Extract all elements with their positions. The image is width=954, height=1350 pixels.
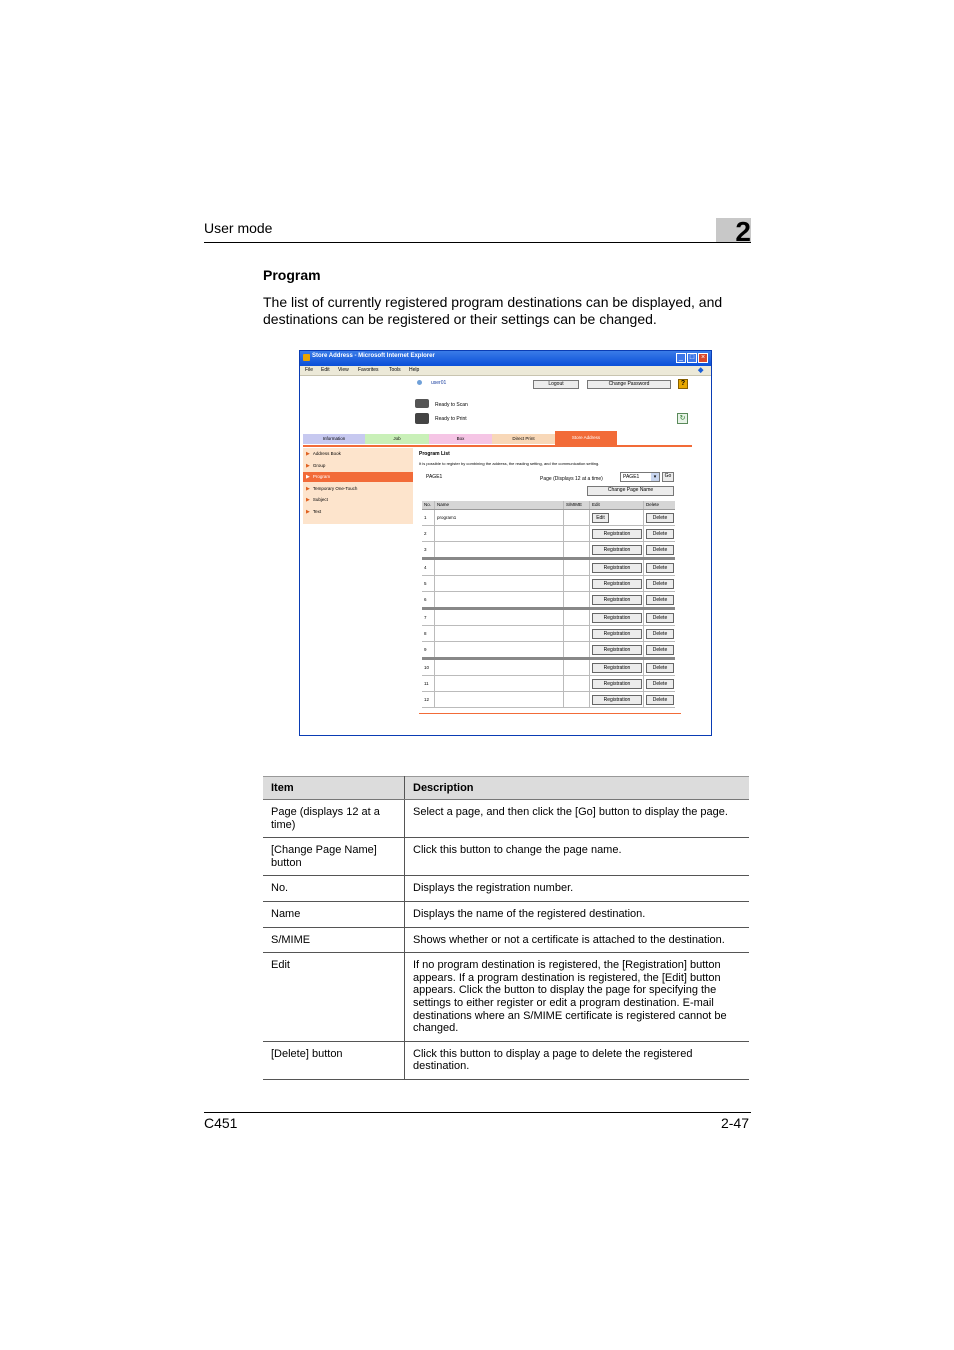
- col-smime: S/MIME: [564, 501, 590, 509]
- item-cell: [Delete] button: [263, 1041, 405, 1079]
- go-button[interactable]: Go: [662, 472, 674, 482]
- row-number: 10: [422, 660, 435, 675]
- footer-page-number: 2-47: [720, 1115, 749, 1131]
- row-name: [435, 692, 564, 707]
- row-name: [435, 592, 564, 607]
- table-row: [422, 560, 675, 576]
- row-smime: [564, 526, 590, 541]
- table-row: [263, 953, 749, 1042]
- tab-job[interactable]: Job: [365, 434, 429, 444]
- status-scan: Ready to Scan: [435, 402, 468, 408]
- maximize-icon[interactable]: □: [687, 353, 697, 363]
- table-row: [422, 542, 675, 560]
- row-number: 5: [422, 576, 435, 591]
- delete-button[interactable]: Delete: [646, 695, 674, 705]
- change-password-button[interactable]: Change Password: [587, 380, 671, 389]
- row-smime: [564, 610, 590, 625]
- registration-button[interactable]: Registration: [592, 645, 642, 655]
- delete-button[interactable]: Delete: [646, 595, 674, 605]
- row-number: 3: [422, 542, 435, 557]
- row-smime: [564, 676, 590, 691]
- delete-button[interactable]: Delete: [646, 663, 674, 673]
- footer-rule: [204, 1112, 751, 1113]
- row-smime: [564, 642, 590, 657]
- item-cell: Name: [263, 901, 405, 927]
- item-cell: S/MIME: [263, 927, 405, 953]
- user-icon: [417, 380, 422, 385]
- row-number: 11: [422, 676, 435, 691]
- content-bottom-rule: [419, 713, 681, 714]
- status-print: Ready to Print: [435, 416, 467, 422]
- minimize-icon[interactable]: _: [676, 353, 686, 363]
- row-name: [435, 642, 564, 657]
- table-row: [422, 642, 675, 660]
- table-row: [422, 576, 675, 592]
- intro-paragraph: The list of currently registered program destinations can be displayed, and destinations can be registered or their settings can be changed.: [263, 294, 723, 327]
- chevron-down-icon: ▾: [651, 473, 659, 481]
- sidebar-item-group[interactable]: ▶ Group: [306, 463, 326, 469]
- row-name: [435, 576, 564, 591]
- col-name: Name: [435, 501, 564, 509]
- table-row: [422, 510, 675, 526]
- tab-box[interactable]: Box: [429, 434, 492, 444]
- row-name: [435, 660, 564, 675]
- row-name: [435, 610, 564, 625]
- section-title: Program: [263, 267, 321, 283]
- delete-button[interactable]: Delete: [646, 579, 674, 589]
- row-smime: [564, 592, 590, 607]
- table-row: [422, 526, 675, 542]
- row-number: 12: [422, 692, 435, 707]
- page-select[interactable]: PAGE1 ▾: [620, 472, 660, 482]
- program-list-note: It is possible to register by combining the address, the reading setting, and the communication setting.: [419, 461, 600, 466]
- table-row: [263, 927, 749, 953]
- table-row: [422, 610, 675, 626]
- table-row: [422, 676, 675, 692]
- header-rule: [204, 242, 751, 243]
- registration-button[interactable]: Registration: [592, 545, 642, 555]
- registration-button[interactable]: Registration: [592, 579, 642, 589]
- description-cell: Click this button to change the page name.: [405, 838, 750, 876]
- row-smime: [564, 510, 590, 525]
- menu-edit[interactable]: Edit: [321, 367, 330, 373]
- table-row: [263, 876, 749, 902]
- description-cell: Displays the registration number.: [405, 876, 750, 902]
- close-icon[interactable]: ×: [698, 353, 708, 363]
- delete-button[interactable]: Delete: [646, 613, 674, 623]
- row-name: [435, 676, 564, 691]
- delete-button[interactable]: Delete: [646, 563, 674, 573]
- row-smime: [564, 660, 590, 675]
- row-number: 8: [422, 626, 435, 641]
- tab-store-address[interactable]: Store Address: [555, 431, 617, 445]
- description-cell: If no program destination is registered, the [Registration] button appears. If a program destination is registered, the [Edit] button appears. Click the button to display the page for specifying the settings to either register or edit a program destination. E-mail destinations where an S/MIME certificate is registered cannot be changed.: [405, 953, 750, 1042]
- chapter-number: 2: [735, 216, 751, 247]
- sidebar-item-temporary-one-touch[interactable]: ▶ Temporary One-Touch: [306, 486, 358, 492]
- row-name: [435, 626, 564, 641]
- table-row: [422, 660, 675, 676]
- title-bar: [300, 351, 711, 366]
- program-list-title: Program List: [419, 451, 450, 457]
- delete-button[interactable]: Delete: [646, 513, 674, 523]
- registration-button[interactable]: Registration: [592, 663, 642, 673]
- user-name: user01: [431, 380, 447, 386]
- row-number: 9: [422, 642, 435, 657]
- item-cell: Edit: [263, 953, 405, 1042]
- browser-screenshot: [299, 350, 712, 736]
- help-icon[interactable]: ?: [678, 379, 688, 389]
- delete-button[interactable]: Delete: [646, 545, 674, 555]
- menu-help[interactable]: Help: [409, 367, 420, 373]
- delete-button[interactable]: Delete: [646, 529, 674, 539]
- tab-underline: [303, 445, 692, 447]
- menu-file[interactable]: File: [305, 367, 314, 373]
- row-number: 7: [422, 610, 435, 625]
- description-cell: Click this button to display a page to delete the registered destination.: [405, 1041, 750, 1079]
- row-name: [435, 542, 564, 557]
- row-smime: [564, 626, 590, 641]
- registration-button[interactable]: Registration: [592, 679, 642, 689]
- footer-model: C451: [204, 1115, 238, 1131]
- printer-icon: [415, 413, 429, 424]
- table-row: [263, 838, 749, 876]
- description-cell: Shows whether or not a certificate is attached to the destination.: [405, 927, 750, 953]
- menu-tools[interactable]: Tools: [389, 367, 401, 373]
- item-cell: Page (displays 12 at a time): [263, 800, 405, 838]
- registration-button[interactable]: Registration: [592, 595, 642, 605]
- page-selector-label: Page (Displays 12 at a time): [540, 476, 603, 482]
- page-name: PAGE1: [426, 474, 443, 480]
- edit-button[interactable]: Edit: [592, 513, 609, 523]
- registration-button[interactable]: Registration: [592, 563, 642, 573]
- scanner-icon: [415, 399, 429, 408]
- delete-button[interactable]: Delete: [646, 629, 674, 639]
- table-row: [263, 800, 749, 838]
- sidebar-item-subject[interactable]: ▶ Subject: [306, 497, 328, 503]
- row-name: [435, 560, 564, 575]
- registration-button[interactable]: Registration: [592, 529, 642, 539]
- description-cell: Displays the name of the registered destination.: [405, 901, 750, 927]
- item-cell: [Change Page Name] button: [263, 838, 405, 876]
- program-table: [422, 501, 675, 708]
- sidebar-item-program[interactable]: ▶ Program: [303, 472, 413, 482]
- row-smime: [564, 692, 590, 707]
- row-name: [435, 526, 564, 541]
- registration-button[interactable]: Registration: [592, 695, 642, 705]
- sidebar-item-text[interactable]: ▶ Text: [306, 509, 322, 515]
- table-row: [422, 692, 675, 708]
- col-delete: Delete: [646, 502, 660, 507]
- col-no: No.: [422, 501, 435, 509]
- registration-button[interactable]: Registration: [592, 613, 642, 623]
- delete-button[interactable]: Delete: [646, 679, 674, 689]
- table-row: [263, 1041, 749, 1079]
- menu-bar: [300, 366, 711, 376]
- row-number: 6: [422, 592, 435, 607]
- window-title: Store Address - Microsoft Internet Explorer: [312, 353, 435, 359]
- delete-button[interactable]: Delete: [646, 645, 674, 655]
- description-cell: Select a page, and then click the [Go] button to display the page.: [405, 800, 750, 838]
- row-smime: [564, 576, 590, 591]
- item-cell: No.: [263, 876, 405, 902]
- table-row: [422, 592, 675, 610]
- col-edit: Edit: [590, 501, 644, 509]
- table-header-row: [263, 777, 749, 800]
- logout-button[interactable]: Logout: [533, 380, 579, 389]
- ie-page-icon: [303, 354, 310, 361]
- row-name: program1: [435, 510, 564, 525]
- tab-information[interactable]: Information: [303, 434, 365, 444]
- running-header: User mode: [204, 220, 273, 236]
- description-table: [263, 776, 749, 1080]
- program-table-header: [422, 501, 675, 510]
- row-smime: [564, 560, 590, 575]
- menu-favorites[interactable]: Favorites: [358, 367, 379, 373]
- change-page-name-button[interactable]: Change Page Name: [587, 486, 674, 496]
- registration-button[interactable]: Registration: [592, 629, 642, 639]
- row-number: 1: [422, 510, 435, 525]
- row-number: 2: [422, 526, 435, 541]
- menu-view[interactable]: View: [338, 367, 349, 373]
- row-smime: [564, 542, 590, 557]
- refresh-icon[interactable]: ↻: [677, 413, 688, 424]
- tab-direct-print[interactable]: Direct Print: [492, 434, 555, 444]
- row-number: 4: [422, 560, 435, 575]
- program-table-body: [422, 510, 675, 708]
- header-item: Item: [263, 777, 405, 800]
- table-row: [263, 901, 749, 927]
- sidebar-item-address-book[interactable]: ▶ Address Book: [306, 451, 341, 457]
- windows-logo-icon: ◆: [698, 367, 704, 374]
- table-row: [422, 626, 675, 642]
- header-description: Description: [405, 777, 750, 800]
